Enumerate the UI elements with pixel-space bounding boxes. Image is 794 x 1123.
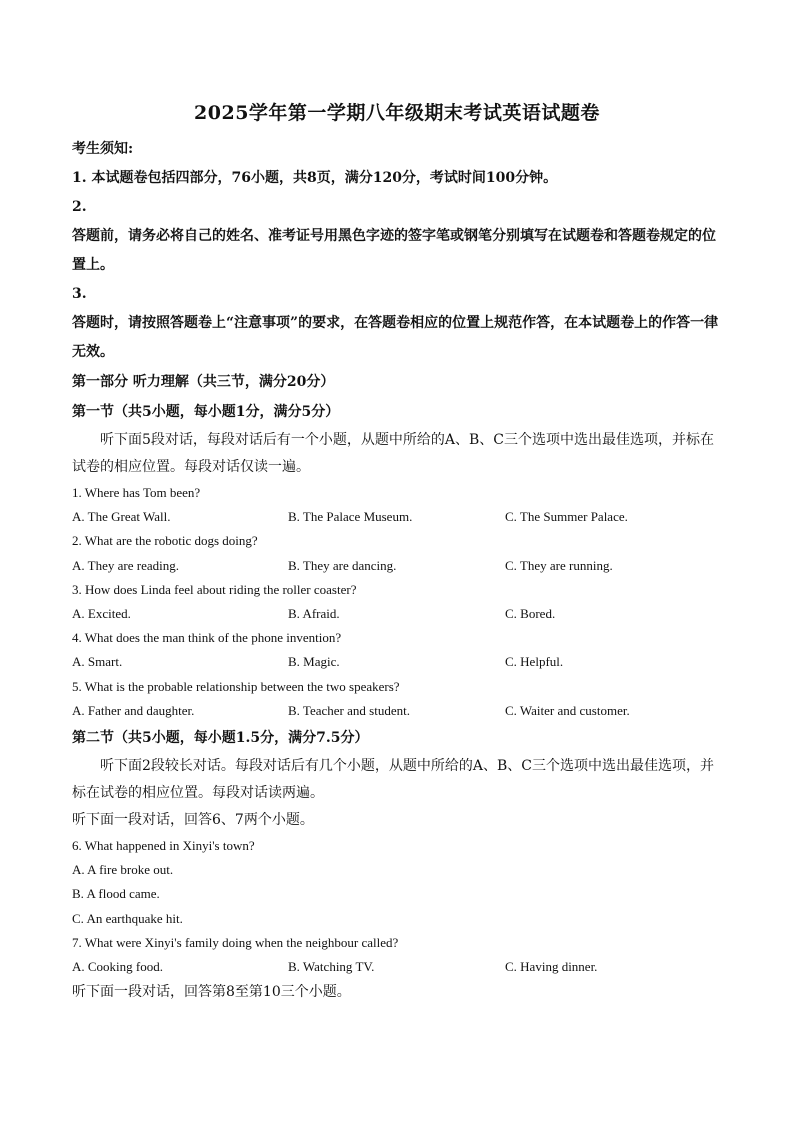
question-text: 6. What happened in Xinyi's town? — [72, 838, 255, 854]
dialog-1-note: 听下面一段对话，回答6、7两个小题。 — [72, 812, 314, 829]
question-3 — [72, 578, 722, 626]
option-c: C. Bored. — [505, 606, 556, 622]
question-7 — [72, 931, 722, 979]
notice-item-3-number: 3. — [72, 286, 87, 302]
question-5 — [72, 675, 722, 723]
option-a: A. A fire broke out. — [72, 862, 174, 878]
exam-page — [72, 98, 722, 1006]
dialog-2-note: 听下面一段对话，回答第8至第10三个小题。 — [72, 984, 351, 1001]
question-options — [72, 602, 722, 626]
option-a: A. Father and daughter. — [72, 702, 195, 718]
option-b: B. They are dancing. — [288, 557, 397, 573]
option-c: C. Having dinner. — [505, 959, 598, 975]
notice-item-3-text: 答题时，请按照答题卷上“注意事项”的要求，在答题卷相应的位置上规范作答，在本试题卷上的作答一律无效。 — [72, 315, 719, 360]
option-b: B. Magic. — [288, 654, 340, 670]
option-c: C. They are running. — [505, 557, 613, 573]
question-options — [72, 699, 722, 723]
option-c: C. Waiter and customer. — [505, 702, 630, 718]
page-title: 2025学年第一学期八年级期末考试英语试题卷 — [194, 102, 600, 124]
option-a: A. Smart. — [72, 654, 123, 670]
notice-heading: 考生须知: — [72, 141, 134, 157]
option-b: B. Watching TV. — [288, 959, 375, 975]
question-2 — [72, 529, 722, 577]
question-text: 3. How does Linda feel about riding the roller coaster? — [72, 581, 357, 597]
option-a: A. They are reading. — [72, 557, 179, 573]
section1-instruction: 听下面5段对话，每段对话后有一个小题，从题中所给的A、B、C三个选项中选出最佳选项，并标在试卷的相应位置。每段对话仅读一遍。 — [72, 432, 715, 475]
question-6 — [72, 834, 722, 931]
option-c: C. An earthquake hit. — [72, 910, 183, 926]
question-text: 7. What were Xinyi's family doing when the neighbour called? — [72, 934, 399, 950]
question-text: 1. Where has Tom been? — [72, 485, 201, 500]
question-text: 5. What is the probable relationship between the two speakers? — [72, 678, 400, 694]
question-1 — [72, 481, 722, 529]
question-text: 4. What does the man think of the phone invention? — [72, 630, 342, 646]
notice-item-2-number: 2. — [72, 199, 87, 215]
notice-item-1: 1. 本试题卷包括四部分，76小题，共8页，满分120分，考试时间100分钟。 — [72, 170, 558, 186]
option-a: A. Cooking food. — [72, 959, 163, 975]
option-b: B. A flood came. — [72, 886, 160, 902]
option-a: A. Excited. — [72, 606, 131, 622]
question-options — [72, 650, 722, 674]
section2-heading: 第二节（共5小题，每小题1.5分，满分7.5分） — [72, 730, 369, 747]
question-options — [72, 505, 722, 529]
option-b: B. Teacher and student. — [288, 702, 410, 718]
option-a: A. The Great Wall. — [72, 509, 171, 525]
question-text: 2. What are the robotic dogs doing? — [72, 533, 258, 549]
question-options — [72, 955, 722, 979]
section1-heading: 第一节（共5小题，每小题1分，满分5分） — [72, 404, 340, 420]
notice-item-2-text: 答题前，请务必将自己的姓名、准考证号用黑色字迹的签字笔或钢笔分别填写在试题卷和答题卷规定的位置上。 — [72, 228, 716, 273]
question-4 — [72, 626, 722, 674]
option-b: B. Afraid. — [288, 606, 340, 622]
option-c: C. The Summer Palace. — [505, 509, 628, 525]
section2-instruction: 听下面2段较长对话。每段对话后有几个小题，从题中所给的A、B、C三个选项中选出最佳选项，并标在试卷的相应位置。每段对话读两遍。 — [72, 758, 715, 802]
option-c: C. Helpful. — [505, 654, 564, 670]
part1-heading: 第一部分 听力理解（共三节，满分20分） — [72, 374, 335, 390]
option-b: B. The Palace Museum. — [288, 509, 413, 525]
question-options — [72, 554, 722, 578]
